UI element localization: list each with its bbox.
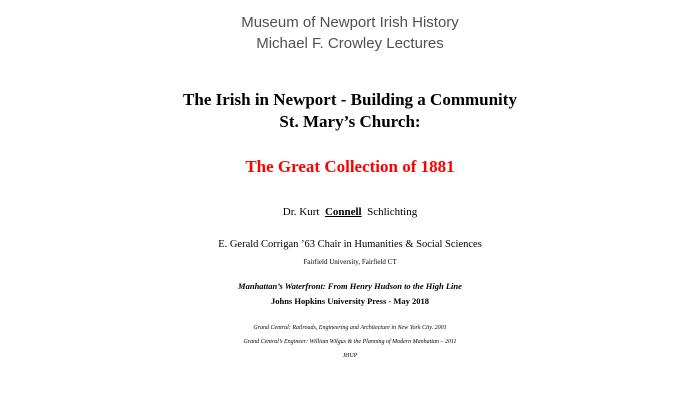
collection-title: The Great Collection of 1881 bbox=[245, 157, 455, 176]
book-title: Manhattan’s Waterfront: From Henry Hudson to the High Line bbox=[238, 281, 462, 291]
speaker-first-name: Dr. Kurt bbox=[282, 206, 320, 218]
publication-1: Grand Central: Railroads, Engineering and Architecture in New York City. 2001 bbox=[253, 325, 447, 331]
speaker-chair: E. Gerald Corrigan ’63 Chair in Humanities & Social Sciences bbox=[218, 239, 482, 250]
speaker-middle-name: Connell bbox=[324, 206, 362, 218]
museum-name: Museum of Newport Irish History bbox=[241, 14, 459, 31]
book-publisher: Johns Hopkins University Press - May 2018 bbox=[270, 296, 430, 306]
speaker-university: Fairfield University, Fairfield CT bbox=[303, 258, 397, 266]
publication-2: Grand Central’s Engineer: William Wilgus & the Planning of Modern Manhattan – 2011 bbox=[243, 339, 457, 345]
lecture-subtitle: St. Mary’s Church: bbox=[279, 112, 421, 131]
speaker-last-name: Schlichting bbox=[367, 206, 418, 218]
speaker-name bbox=[0, 206, 700, 218]
lecture-title: The Irish in Newport - Building a Community bbox=[183, 90, 517, 109]
lecture-series: Michael F. Crowley Lectures bbox=[256, 35, 444, 52]
publication-3: JHUP bbox=[342, 353, 358, 359]
